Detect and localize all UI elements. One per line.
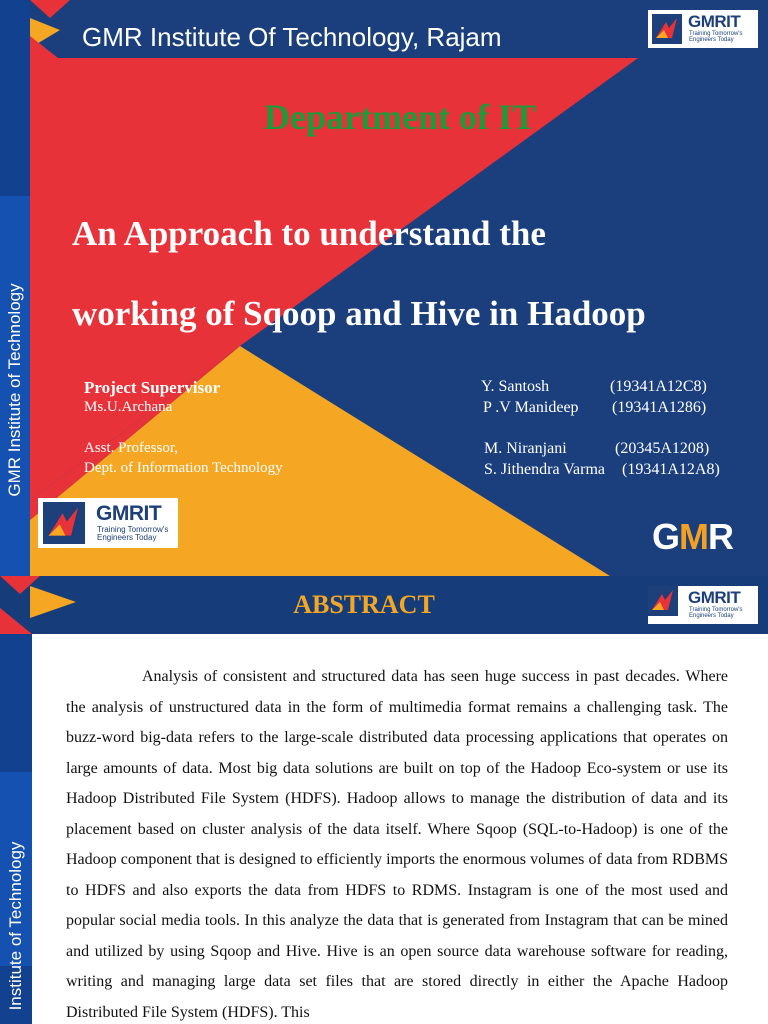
student-name: S. Jithendra Varma [484, 461, 606, 478]
gmrit-logo-word: GMRIT [96, 502, 162, 525]
abstract-title: ABSTRACT [293, 590, 435, 619]
gmrit-logo-top [648, 10, 758, 48]
presentation-title-line2: working of Sqoop and Hive in Hadoop [72, 294, 646, 333]
gmrit-logo-word: GMRIT [688, 12, 741, 31]
supervisor-designation: Asst. Professor, [84, 440, 178, 456]
supervisor-name: Ms.U.Archana [84, 399, 173, 415]
abstract-slide [0, 576, 768, 1024]
student-roll: (19341A1286) [612, 399, 707, 416]
gmrit-emblem-icon [648, 586, 678, 616]
gmrit-logo-tagline: Training Tomorrow's Engineers Today [97, 525, 169, 543]
student-name: Y. Santosh [481, 378, 550, 395]
department-title: Department of IT [264, 97, 536, 137]
gmrit-logo-word: GMRIT [688, 588, 741, 607]
gmr-logo: GMR [652, 516, 734, 557]
gmrit-emblem-icon [42, 502, 86, 544]
student-roll: (19341A12A8) [622, 461, 720, 478]
gmrit-emblem-icon [652, 14, 682, 44]
student-name: M. Niranjani [484, 440, 567, 457]
abstract-body: Analysis of consistent and structured data has seen huge success in past decades. Where the analysis of unstructured data in the form of multimedia format remains a challenging task. The buzz-word big-data refers to the large-scale distributed data processing applications that operates on large amounts of data. Most big data solutions are built on top of the Hadoop Eco-system or use its Hadoop Distributed File System (HDFS). Hadoop allows to manage the distribution of data and its placement based on cluster analysis of the data itself. Where Sqoop (SQL-to-Hadoop) is one of the Hadoop component that is designed to efficiently imports the enormous volumes of data from RDBMS to HDFS and also exports the data from HDFS to RDMS. Instagram is one of the most used and popular social media tools. In this analyze the data that is generated from Instagram that can be mined and utilized by using Sqoop and Hive. Hive is an open source data warehouse software for reading, writing and managing large data set files that are stored directly in either the Apache Hadoop Distributed File System (HDFS). This [66, 668, 728, 1021]
gmrit-logo-abstract [648, 586, 758, 624]
gmrit-logo-tagline: Training Tomorrow's Engineers Today [689, 607, 743, 620]
gmrit-logo-tagline: Training Tomorrow's Engineers Today [689, 31, 743, 44]
abstract-vertical-label: Institute of Technology [6, 841, 25, 1011]
supervisor-department: Dept. of Information Technology [84, 460, 283, 476]
institute-title: GMR Institute Of Technology, Rajam [82, 22, 502, 52]
abstract-header-bar [0, 576, 768, 634]
student-roll: (20345A1208) [615, 440, 710, 457]
gmrit-logo-bottom [38, 498, 178, 548]
vertical-institute-label: GMR Institute of Technology [5, 283, 24, 497]
student-roll: (19341A12C8) [610, 378, 707, 395]
student-name: P .V Manideep [483, 399, 579, 416]
presentation-title-line1: An Approach to understand the [72, 214, 546, 253]
supervisor-heading: Project Supervisor [84, 378, 221, 397]
